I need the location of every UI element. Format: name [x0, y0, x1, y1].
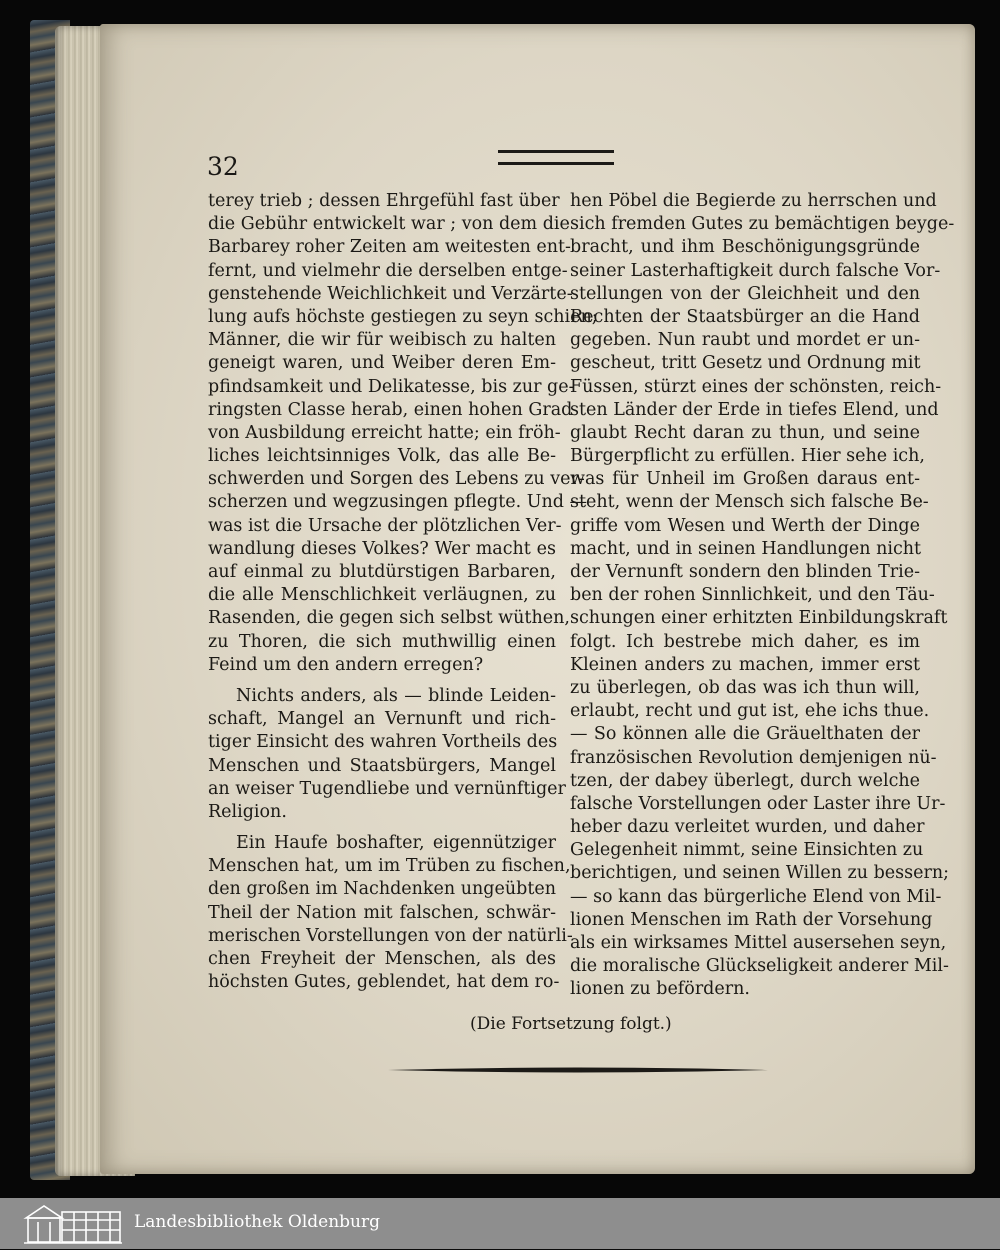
text-line: als ein wirksames Mittel ausersehen seyn,: [570, 933, 947, 953]
text-line: Rasenden, die gegen sich selbst wüthen,: [208, 608, 570, 629]
text-line: der Vernunft sondern den blinden Trie-: [570, 562, 920, 582]
text-line: Theil der Nation mit falschen, schwär-: [208, 902, 556, 923]
library-name: Landesbibliothek Oldenburg: [134, 1212, 381, 1232]
text-line: an weiser Tugendliebe und vernünftiger: [208, 778, 566, 799]
text-line: glaubt Recht daran zu thun, und seine: [570, 422, 920, 443]
text-line: französischen Revolution demjenigen nü-: [570, 747, 937, 768]
text-line: heber dazu verleitet wurden, und daher: [570, 817, 925, 838]
text-line: lung aufs höchste gestiegen zu seyn schien;: [208, 306, 598, 327]
text-line: liches leichtsinniges Volk, das alle Be-: [208, 446, 556, 467]
text-line: die alle Menschlichkeit verläugnen, zu: [208, 585, 556, 606]
text-line: ringsten Classe herab, einen hohen Grad: [208, 399, 573, 420]
text-line: Gelegenheit nimmt, seine Einsichten zu: [570, 840, 924, 861]
text-line: was für Unheil im Großen daraus ent-: [570, 469, 920, 490]
text-line: die moralische Glückseligkeit anderer Mil-: [570, 956, 949, 977]
text-line: — so kann das bürgerliche Elend von Mil-: [570, 886, 942, 907]
text-line: geneigt waren, und Weiber deren Em-: [208, 353, 556, 374]
text-line: erlaubt, recht und gut ist, ehe ichs thue.: [570, 701, 930, 722]
page-number: 32: [207, 152, 239, 181]
text-line: sten Länder der Erde in tiefes Elend, und: [570, 399, 939, 420]
paragraph-gap: [208, 677, 556, 685]
text-line: — So können alle die Gräuelthaten der: [570, 724, 920, 745]
text-line: fernt, und vielmehr die derselben entge-: [208, 260, 568, 281]
text-line: höchsten Gutes, geblendet, hat dem ro-: [208, 972, 560, 993]
text-line: schaft, Mangel an Vernunft und rich-: [208, 709, 556, 730]
text-line: Füssen, stürzt eines der schönsten, reich-: [570, 376, 942, 397]
text-line: sich fremden Gutes zu bemächtigen beyge-: [570, 214, 955, 235]
text-line: Kleinen anders zu machen, immer erst: [570, 654, 920, 675]
text-line: Ein Haufe boshafter, eigennütziger: [236, 833, 556, 854]
text-line: hen Pöbel die Begierde zu herrschen und: [570, 191, 937, 211]
text-line: auf einmal zu blutdürstigen Barbaren,: [208, 562, 556, 582]
text-line: gegeben. Nun raubt und mordet er un-: [570, 330, 920, 351]
text-line: Nichts anders, als — blinde Leiden-: [236, 685, 556, 706]
text-line: was ist die Ursache der plötzlichen Ver-: [208, 515, 562, 536]
library-building-icon: [22, 1200, 124, 1246]
text-line: folgt. Ich bestrebe mich daher, es im: [570, 631, 920, 652]
text-line: chen Freyheit der Menschen, als des: [208, 949, 556, 969]
text-line: Menschen hat, um im Trüben zu fischen,: [208, 856, 571, 877]
text-line: Religion.: [208, 801, 287, 822]
text-line: ben der rohen Sinnlichkeit, und den Täu-: [570, 585, 935, 606]
text-line: terey trieb ; dessen Ehrgefühl fast über: [208, 191, 560, 211]
text-line: seiner Lasterhaftigkeit durch falsche Vor-: [570, 260, 941, 281]
text-line: tzen, der dabey überlegt, durch welche: [570, 770, 920, 791]
text-line: Feind um den andern erregen?: [208, 654, 484, 675]
text-line: gescheut, tritt Gesetz und Ordnung mit: [570, 353, 921, 374]
end-rule-icon: [388, 1066, 768, 1074]
continuation-note: (Die Fortsetzung folgt.): [470, 1014, 672, 1034]
text-line: Bürgerpflicht zu erfüllen. Hier sehe ich,: [570, 446, 925, 467]
text-line: von Ausbildung erreicht hatte; ein fröh-: [208, 422, 561, 443]
header-double-rule: [498, 150, 614, 165]
text-line: zu überlegen, ob das was ich thun will,: [570, 677, 920, 698]
text-line: merischen Vorstellungen von der natürli-: [208, 925, 573, 946]
text-line: macht, und in seinen Handlungen nicht: [570, 538, 922, 559]
text-line: wandlung dieses Volkes? Wer macht es: [208, 538, 556, 559]
library-footer: [0, 1198, 1000, 1249]
text-line: berichtigen, und seinen Willen zu bessern;: [570, 863, 950, 884]
text-line: schungen einer erhitzten Einbildungskraft: [570, 608, 948, 629]
text-line: stellungen von der Gleichheit und den: [570, 283, 920, 304]
text-line: Menschen und Staatsbürgers, Mangel: [208, 755, 556, 776]
left-text-column: [208, 190, 598, 994]
text-line: scherzen und wegzusingen pflegte. Und —: [208, 492, 587, 513]
text-line: die Gebühr entwickelt war ; von dem die: [208, 214, 570, 235]
text-line: Barbarey roher Zeiten am weitesten ent-: [208, 237, 571, 258]
end-ornament-rule: [388, 1066, 768, 1074]
text-line: Rechten der Staatsbürger an die Hand: [570, 306, 920, 327]
text-line: falsche Vorstellungen oder Laster ihre Ur-: [570, 793, 946, 814]
text-line: zu Thoren, die sich muthwillig einen: [208, 631, 556, 652]
right-text-column: [570, 190, 955, 1002]
text-line: griffe vom Wesen und Werth der Dinge: [570, 515, 920, 536]
text-line: pfindsamkeit und Delikatesse, bis zur ge-: [208, 376, 575, 397]
text-line: steht, wenn der Mensch sich falsche Be-: [570, 492, 929, 513]
text-line: Männer, die wir für weibisch zu halten: [208, 330, 556, 351]
text-line: lionen zu befördern.: [570, 979, 750, 1000]
text-line: schwerden und Sorgen des Lebens zu ver-: [208, 469, 585, 490]
paragraph-gap: [208, 824, 556, 832]
text-line: tiger Einsicht des wahren Vortheils des: [208, 732, 558, 753]
text-line: den großen im Nachdenken ungeübten: [208, 879, 556, 900]
text-line: lionen Menschen im Rath der Vorsehung: [570, 909, 933, 930]
text-line: bracht, und ihm Beschönigungsgründe: [570, 237, 920, 258]
text-line: genstehende Weichlichkeit und Verzärte-: [208, 283, 573, 304]
